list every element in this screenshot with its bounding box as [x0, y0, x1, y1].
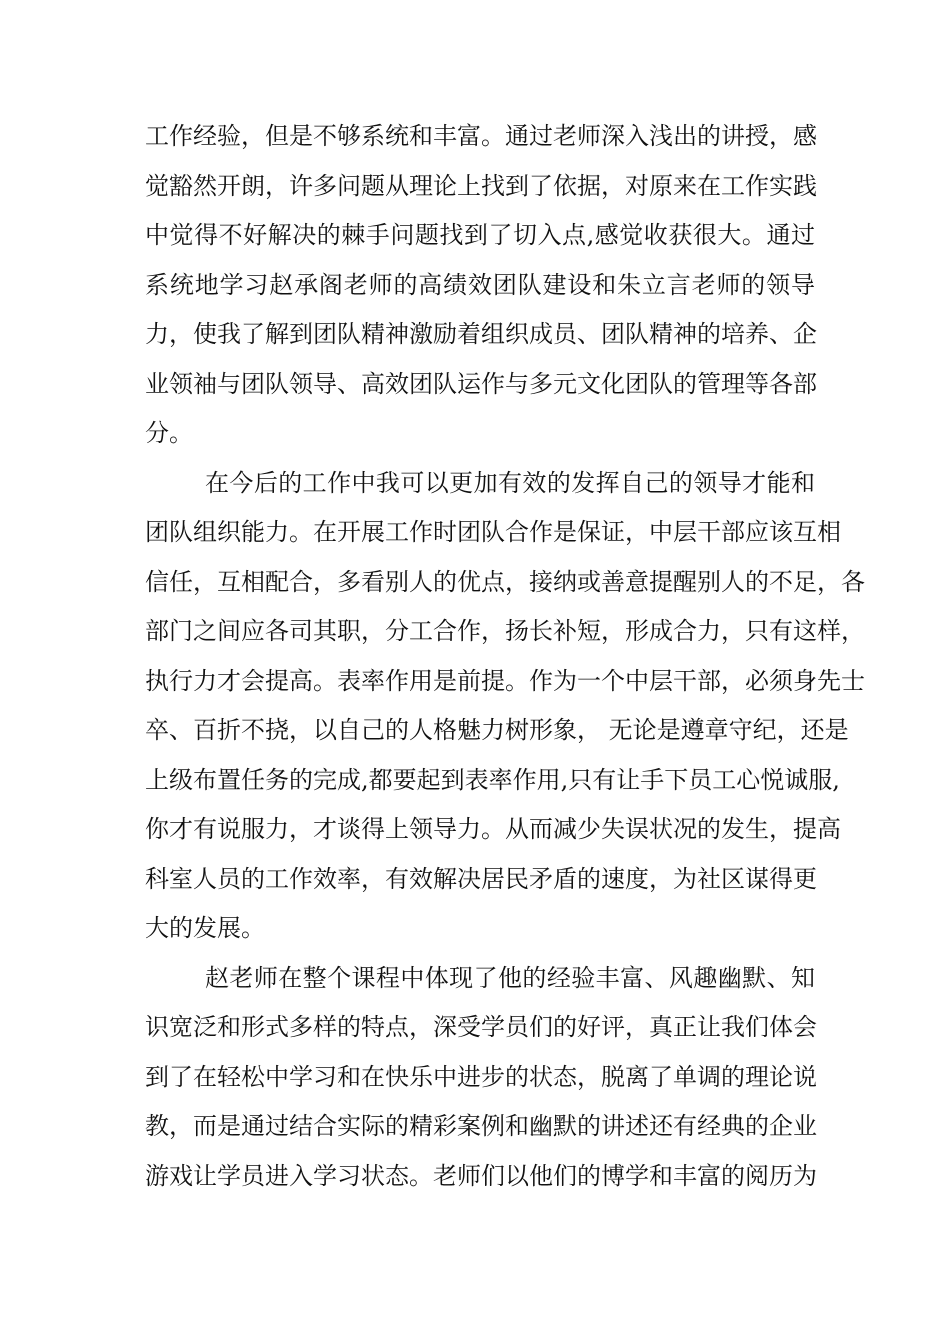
text-line: 在今后的工作中我可以更加有效的发挥自己的领导才能和 — [205, 468, 815, 497]
body-text — [145, 112, 865, 1201]
text-line: 上级布置任务的完成,都要起到表率作用,只有让手下员工心悦诚服, — [145, 765, 840, 794]
text-line: 执行力才会提高。表率作用是前提。作为一个中层干部，必须身先士 — [145, 666, 865, 695]
text-line: 到了在轻松中学习和在快乐中进步的状态，脱离了单调的理论说 — [145, 1062, 817, 1091]
text-line: 卒、百折不挠，以自己的人格魅力树形象， 无论是遵章守纪，还是 — [145, 716, 849, 744]
text-line: 觉豁然开朗，许多问题从理论上找到了依据，对原来在工作实践 — [145, 171, 817, 200]
text-line: 部门之间应各司其职，分工合作，扬长补短，形成合力，只有这样， — [145, 617, 865, 645]
paragraph-1 — [145, 112, 815, 459]
text-line: 系统地学习赵承阁老师的高绩效团队建设和朱立言老师的领导 — [145, 270, 815, 299]
text-line: 大的发展。 — [145, 914, 265, 942]
text-line: 团队组织能力。在开展工作时团队合作是保证，中层干部应该互相 — [145, 518, 841, 546]
text-line: 中觉得不好解决的棘手问题找到了切入点,感觉收获很大。通过 — [145, 221, 815, 249]
text-line: 力，使我了解到团队精神激励着组织成员、团队精神的培养、企 — [145, 320, 817, 348]
text-line: 教，而是通过结合实际的精彩案例和幽默的讲述还有经典的企业 — [145, 1112, 817, 1140]
text-line: 你才有说服力，才谈得上领导力。从而减少失误状况的发生，提高 — [145, 815, 841, 843]
paragraph-2 — [145, 459, 865, 954]
paragraph-3 — [145, 954, 815, 1202]
text-line: 赵老师在整个课程中体现了他的经验丰富、风趣幽默、知 — [205, 963, 815, 992]
text-line: 分。 — [145, 419, 193, 447]
text-line: 识宽泛和形式多样的特点，深受学员们的好评，真正让我们体会 — [145, 1013, 817, 1041]
text-line: 游戏让学员进入学习状态。老师们以他们的博学和丰富的阅历为 — [145, 1161, 817, 1190]
text-line: 业领袖与团队领导、高效团队运作与多元文化团队的管理等各部 — [145, 369, 817, 398]
text-line: 科室人员的工作效率，有效解决居民矛盾的速度，为社区谋得更 — [145, 864, 817, 893]
text-line: 信任，互相配合，多看别人的优点，接纳或善意提醒别人的不足，各 — [145, 567, 865, 596]
text-line: 工作经验，但是不够系统和丰富。通过老师深入浅出的讲授，感 — [145, 122, 817, 150]
